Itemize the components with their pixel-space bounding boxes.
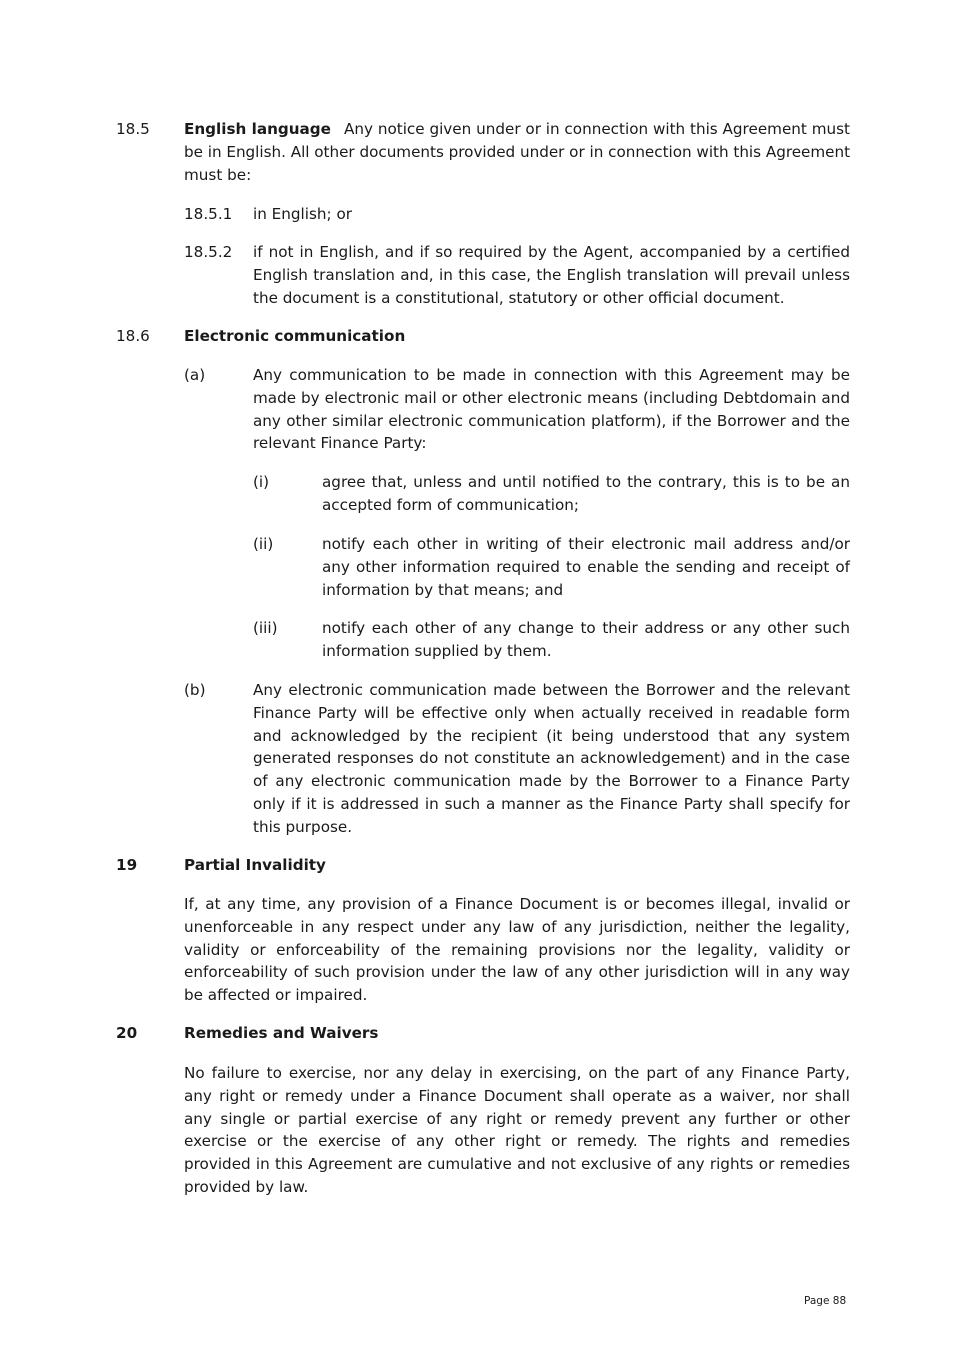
sub-paragraph-text-line: accepted form of communication; xyxy=(322,495,580,514)
clause-text-line: be in English. All other documents provided under or in connection with this Agreement xyxy=(184,142,851,161)
clause-number-18-5: 18.5 xyxy=(116,120,150,138)
paragraph-text-line: and acknowledged by the recipient (it being understood that any system xyxy=(253,726,850,745)
paragraph-text-line: this purpose. xyxy=(253,817,353,836)
paragraph-text-line: any other similar electronic communication platform), if the Borrower and the xyxy=(253,411,850,430)
item-text-line: English translation and, in this case, the English translation will prevail unless xyxy=(253,265,850,284)
section-19-body xyxy=(184,894,850,1008)
section-text-line: any right or remedy under a Finance Document shall operate as a waiver, nor shall xyxy=(184,1086,850,1105)
section-text-line: validity or enforceability of the remaining provisions nor the legality, validity or xyxy=(184,940,850,959)
paragraph-a xyxy=(253,365,850,456)
clause-18-5 xyxy=(184,119,850,187)
item-number: 18.5.2 xyxy=(184,243,233,261)
section-text-line: enforceability of such provision under the law of any other jurisdiction will in any way xyxy=(184,963,850,982)
section-text-line: be affected or impaired. xyxy=(184,986,368,1005)
paragraph-text-line: Any communication to be made in connection with this Agreement may be xyxy=(253,366,850,384)
paragraph-text-line: Finance Party will be effective only when actually received in readable form xyxy=(253,703,850,722)
paragraph-b xyxy=(253,680,850,840)
clause-number-18-6: 18.6 xyxy=(116,327,150,345)
sub-paragraph-iii xyxy=(322,618,850,664)
page-number: Page 88 xyxy=(804,1295,847,1307)
section-number-20: 20 xyxy=(116,1024,138,1042)
section-text-line: unenforceable in any respect under any law of any jurisdiction, neither the legality, xyxy=(184,917,850,936)
section-number-19: 19 xyxy=(116,856,138,874)
paragraph-label: (a) xyxy=(184,366,206,384)
section-text-line: No failure to exercise, nor any delay in exercising, on the part of any Finance Party, xyxy=(184,1064,850,1082)
paragraph-text-line: generated responses do not constitute an acknowledgement) and in the case xyxy=(253,749,850,768)
item-text-line: if not in English, and if so required by the Agent, accompanied by a certified xyxy=(253,243,850,261)
sub-paragraph-text-line: information by that means; and xyxy=(322,580,564,599)
paragraph-text-line: Any electronic communication made between the Borrower and the relevant xyxy=(253,681,850,699)
sub-paragraph-text-line: notify each other of any change to their address or any other such xyxy=(322,619,850,637)
sub-paragraph-text-line: agree that, unless and until notified to the contrary, this is to be an xyxy=(322,473,850,491)
sub-paragraph-label: (i) xyxy=(253,473,270,491)
sub-paragraph-text-line: any other information required to enable the sending and receipt of xyxy=(322,557,850,576)
item-text-line: in English; or xyxy=(253,205,352,223)
sub-paragraph-label: (ii) xyxy=(253,535,274,553)
section-text-line: any single or partial exercise of any right or remedy prevent any further or other xyxy=(184,1109,850,1128)
paragraph-text-line: only if it is addressed in such a manner as the Finance Party shall specify for xyxy=(253,794,850,813)
clause-text-line: Any notice given under or in connection with this Agreement must xyxy=(344,120,850,138)
section-text-line: exercise or the exercise of any other right or remedy. The rights and remedies xyxy=(184,1132,850,1151)
sub-paragraph-text-line: information supplied by them. xyxy=(322,641,552,660)
sub-paragraph-label: (iii) xyxy=(253,619,278,637)
paragraph-text-line: made by electronic mail or other electronic means (including Debtdomain and xyxy=(253,388,850,407)
sub-paragraph-i xyxy=(322,472,850,518)
item-text-line: the document is a constitutional, statutory or other official document. xyxy=(253,288,785,307)
section-text-line: provided by law. xyxy=(184,1177,309,1196)
section-text-line: If, at any time, any provision of a Finance Document is or becomes illegal, invalid or xyxy=(184,895,850,913)
clause-heading: English language xyxy=(184,120,331,138)
clause-text-line: must be: xyxy=(184,165,252,184)
clause-heading: Electronic communication xyxy=(184,327,406,345)
section-heading: Remedies and Waivers xyxy=(184,1024,379,1042)
paragraph-label: (b) xyxy=(184,681,206,699)
section-heading: Partial Invalidity xyxy=(184,856,326,874)
paragraph-text-line: of any electronic communication made by the Borrower to a Finance Party xyxy=(253,772,850,791)
paragraph-text-line: relevant Finance Party: xyxy=(253,434,427,453)
item-18-5-2 xyxy=(253,242,850,310)
sub-paragraph-text-line: notify each other in writing of their electronic mail address and/or xyxy=(322,535,850,553)
section-text-line: provided in this Agreement are cumulative and not exclusive of any rights or remedies xyxy=(184,1155,850,1174)
section-20-body xyxy=(184,1063,850,1200)
item-number: 18.5.1 xyxy=(184,205,233,223)
sub-paragraph-ii xyxy=(322,534,850,602)
